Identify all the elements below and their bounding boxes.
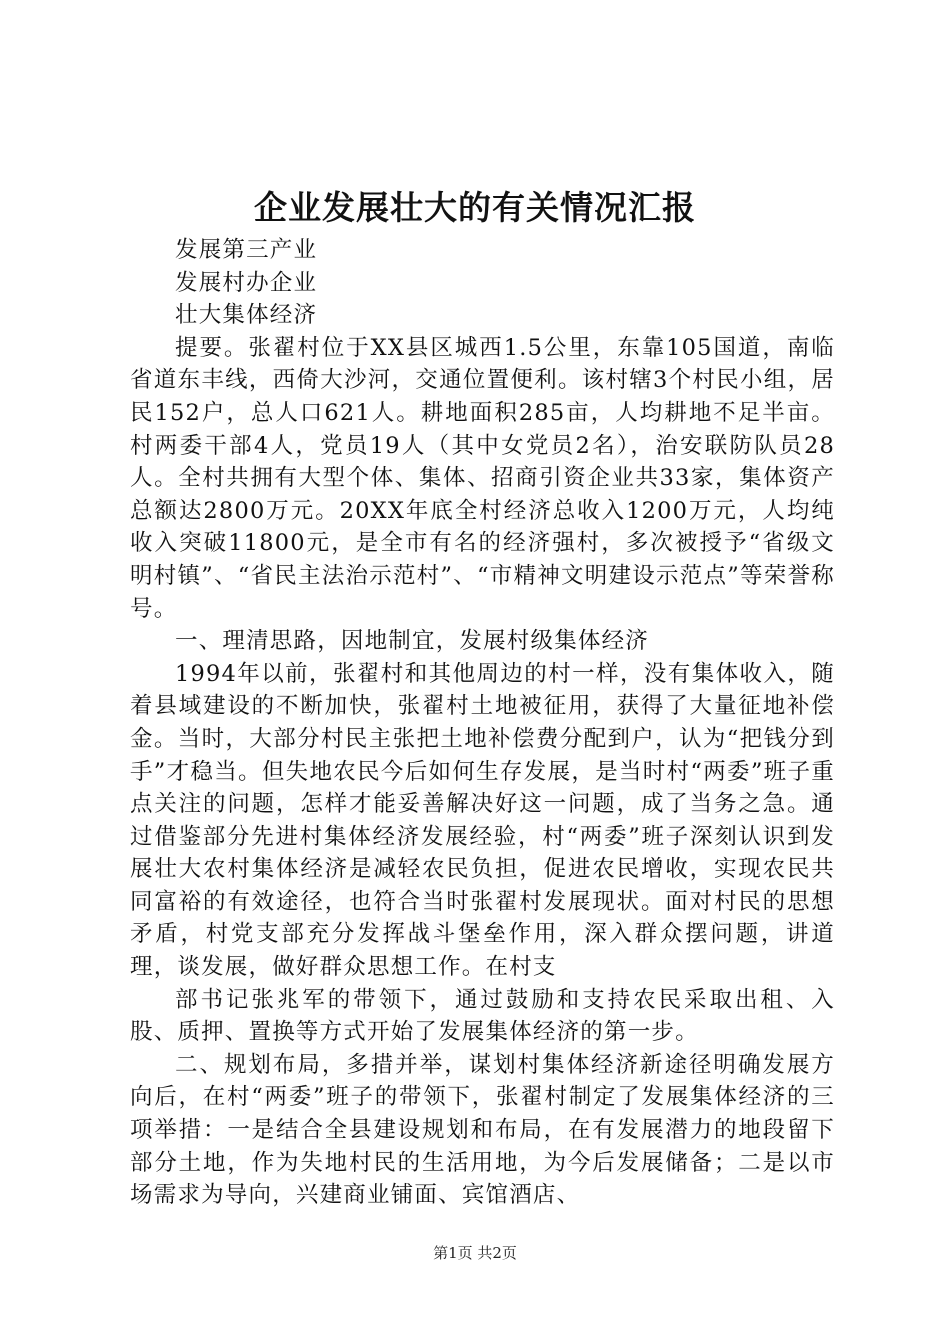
body-paragraph: 二、规划布局，多措并举，谋划村集体经济新途径明确发展方向后，在村“两委”班子的带领下，张翟村制定了发展集体经济的三项举措：一是结合全县建设规划和布局，在有发展潜力的地段留下部分土地，作为失地村民的生活用地，为今后发展储备；二是以市场需求为导向，兴建商业铺面、宾馆酒店、 (130, 1051, 835, 1209)
document-body (130, 234, 835, 1212)
body-paragraph: 1994年以前，张翟村和其他周边的村一样，没有集体收入，随着县域建设的不断加快，张翟村土地被征用，获得了大量征地补偿金。当时，大部分村民主张把土地补偿费分配到户，认为“把钱分到手”才稳当。但失地农民今后如何生存发展，是当时村“两委”班子重点关注的问题，怎样才能妥善解决好这一问题，成了当务之急。通过借鉴部分先进村集体经济发展经验，村“两委”班子深刻认识到发展壮大农村集体经济是减轻农民负担，促进农民增收，实现农民共同富裕的有效途径，也符合当时张翟村发展现状。面对村民的思想矛盾，村党支部充分发挥战斗堡垒作用，深入群众摆问题，讲道理，谈发展，做好群众思想工作。在村支 (130, 660, 835, 981)
heading-line: 壮大集体经济 (175, 302, 318, 329)
document-title: 企业发展壮大的有关情况汇报 (254, 188, 696, 227)
heading-line: 发展村办企业 (175, 269, 318, 296)
heading-line: 发展第三产业 (175, 237, 318, 263)
page-number-footer: 第1页 共2页 (433, 1244, 517, 1262)
section-heading: 一、理清思路，因地制宜，发展村级集体经济 (175, 628, 650, 655)
body-paragraph: 部书记张兆军的带领下，通过鼓励和支持农民采取出租、入股、质押、置换等方式开始了发展集体经济的第一步。 (130, 986, 835, 1046)
body-paragraph: 提要。张翟村位于XX县区城西1.5公里，东靠105国道，南临省道东丰线，西倚大沙河，交通位置便利。该村辖3个村民小组，居民152户，总人口621人。耕地面积285亩，人均耕地不足半亩。村两委干部4人，党员19人（其中女党员2名），治安联防队员28人。全村共拥有大型个体、集体、招商引资企业共33家，集体资产总额达2800万元。20XX年底全村经济总收入1200万元，人均纯收入突破11800元，是全市有名的经济强村，多次被授予“省级文明村镇”、“省民主法治示范村”、“市精神文明建设示范点”等荣誉称号。 (130, 334, 835, 622)
